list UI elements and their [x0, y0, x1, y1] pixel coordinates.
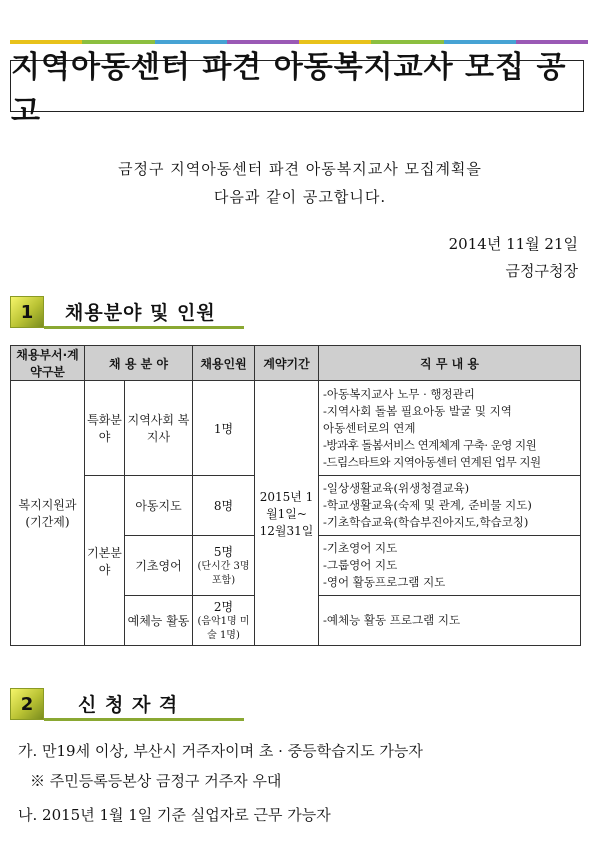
header-period: 계약기간 [255, 346, 319, 381]
section-1-number: 1 [10, 296, 44, 328]
count-cell: 8명 [193, 476, 255, 536]
group-special: 특화분야 [85, 381, 125, 476]
page-title: 지역아동센터 파견 아동복지교사 모집 공고 [10, 60, 584, 112]
count-cell [193, 596, 255, 646]
recruitment-table [10, 345, 581, 646]
field-cell: 지역사회 복지사 [125, 381, 193, 476]
qualification-item: 가. 만19세 이상, 부산시 거주자이며 초 · 중등학습지도 가능자 [18, 742, 423, 760]
header-dept: 채용부서·계약구분 [11, 346, 85, 381]
duty-line: -드림스타트와 지역아동센터 연계된 업무 지원 [323, 454, 541, 469]
duty-cell [319, 381, 581, 476]
section-1-underline [44, 326, 244, 329]
field-cell: 아동지도 [125, 476, 193, 536]
duty-cell [319, 536, 581, 596]
count-note: (단시간 3명 포함) [197, 561, 250, 586]
duty-line: -아동복지교사 노무 · 행정관리 [323, 386, 475, 401]
table-row [11, 381, 581, 476]
count-cell [193, 536, 255, 596]
header-count: 채용인원 [193, 346, 255, 381]
period-cell: 2015년 1월1일~ 12월31일 [255, 381, 319, 646]
section-1-heading [10, 296, 250, 330]
duty-line: -일상생활교육(위생청결교육) [323, 481, 470, 495]
duty-cell [319, 596, 581, 646]
qualification-item: 나. 2015년 1월 1일 기준 실업자로 근무 가능자 [18, 806, 331, 824]
announcement-date: 2014년 11월 21일 [448, 235, 578, 253]
section-2-underline [44, 718, 244, 721]
duty-line: -예체능 활동 프로그램 지도 [323, 613, 461, 627]
duty-line: -영어 활동프로그램 지도 [323, 575, 446, 589]
intro-line-1: 금정구 지역아동센터 파견 아동복지교사 모집계획을 [118, 160, 482, 178]
qualification-note: ※ 주민등록등본상 금정구 거주자 우대 [30, 772, 282, 790]
field-cell: 예체능 활동 [125, 596, 193, 646]
count-value: 5명 [213, 545, 234, 559]
count-note: (음악1명 미술 1명) [197, 616, 250, 641]
duty-line: -지역사회 돌봄 필요아동 발굴 및 지역 [323, 403, 512, 418]
header-field: 채 용 분 야 [85, 346, 193, 381]
duty-line: 아동센터로의 연계 [323, 420, 416, 435]
header-duty: 직 무 내 용 [319, 346, 581, 381]
duty-line: -기초영어 지도 [323, 541, 398, 555]
field-cell: 기초영어 [125, 536, 193, 596]
duty-line: -방과후 돌봄서비스 연계체계 구축· 운영 지원 [323, 437, 537, 452]
intro-line-2: 다음과 같이 공고합니다. [213, 188, 387, 206]
section-2-title: 신 청 자 격 [78, 694, 179, 716]
section-1-title: 채용분야 및 인원 [65, 302, 216, 324]
count-value: 2명 [213, 600, 234, 614]
duty-cell [319, 476, 581, 536]
group-basic: 기본분야 [85, 476, 125, 646]
section-2-number: 2 [10, 688, 44, 720]
issuer: 금정구청장 [505, 262, 578, 280]
duty-line: -그룹영어 지도 [323, 558, 398, 572]
duty-line: -기초학습교육(학습부진아지도,학습코칭) [323, 515, 529, 529]
dept-cell: 복지지원과(기간제) [11, 381, 85, 646]
section-2-heading [10, 688, 250, 722]
count-cell: 1명 [193, 381, 255, 476]
duty-line: -학교생활교육(숙제 및 관계, 준비물 지도) [323, 498, 532, 512]
